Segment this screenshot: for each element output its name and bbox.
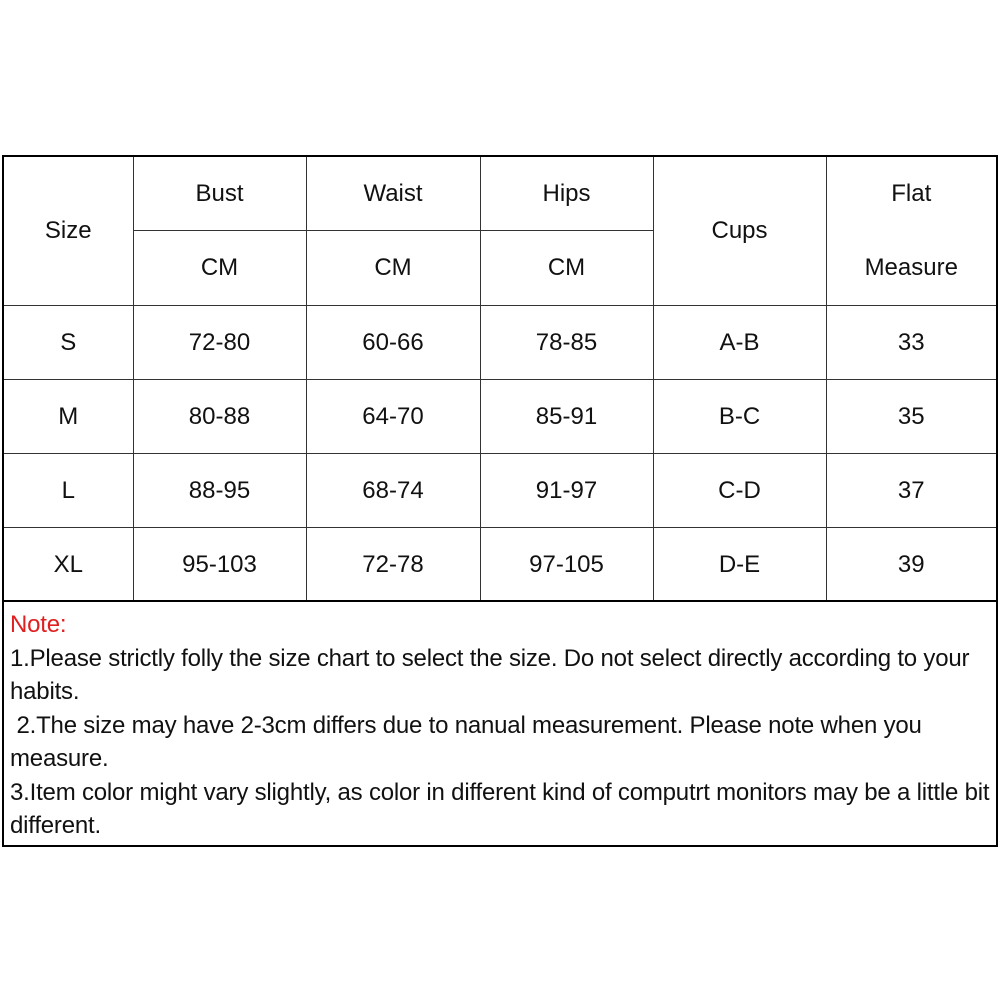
note-item-2: 2.The size may have 2-3cm differs due to nanual measurement. Please note when you measure. xyxy=(10,711,929,772)
table-row xyxy=(4,528,996,602)
hips-cell: 78-85 xyxy=(480,306,653,380)
waist-cell: 68-74 xyxy=(306,454,480,528)
hips-cell: 97-105 xyxy=(480,528,653,602)
cups-cell: A-B xyxy=(653,306,826,380)
note-title: Note: xyxy=(10,611,67,638)
waist-header: Waist xyxy=(306,157,480,231)
hips-cell: 91-97 xyxy=(480,454,653,528)
size-header: Size xyxy=(4,157,133,306)
bust-unit: CM xyxy=(133,231,306,306)
table-header-row xyxy=(4,157,996,231)
waist-unit: CM xyxy=(306,231,480,306)
bust-cell: 95-103 xyxy=(133,528,306,602)
cups-cell: B-C xyxy=(653,380,826,454)
size-table xyxy=(4,157,996,602)
flat-measure-header xyxy=(826,157,996,306)
hips-cell: 85-91 xyxy=(480,380,653,454)
size-cell: L xyxy=(4,454,133,528)
table-row xyxy=(4,306,996,380)
flat-cell: 35 xyxy=(826,380,996,454)
size-cell: S xyxy=(4,306,133,380)
cups-header: Cups xyxy=(653,157,826,306)
flat-header-line2: Measure xyxy=(864,254,958,281)
hips-unit: CM xyxy=(480,231,653,306)
cups-cell: D-E xyxy=(653,528,826,602)
table-row xyxy=(4,454,996,528)
bust-cell: 88-95 xyxy=(133,454,306,528)
bust-header: Bust xyxy=(133,157,306,231)
flat-cell: 33 xyxy=(826,306,996,380)
note-item-1: 1.Please strictly folly the size chart to select the size. Do not select directly according to your habits. xyxy=(10,644,970,705)
table-row xyxy=(4,380,996,454)
flat-cell: 37 xyxy=(826,454,996,528)
notes-section xyxy=(4,600,996,843)
note-item-3: 3.Item color might vary slightly, as color in different kind of computrt monitors may be a little bit different. xyxy=(10,778,990,839)
cups-cell: C-D xyxy=(653,454,826,528)
waist-cell: 72-78 xyxy=(306,528,480,602)
waist-cell: 60-66 xyxy=(306,306,480,380)
hips-header: Hips xyxy=(480,157,653,231)
size-cell: XL xyxy=(4,528,133,602)
size-cell: M xyxy=(4,380,133,454)
waist-cell: 64-70 xyxy=(306,380,480,454)
bust-cell: 80-88 xyxy=(133,380,306,454)
bust-cell: 72-80 xyxy=(133,306,306,380)
flat-header-line1: Flat xyxy=(891,180,932,207)
flat-cell: 39 xyxy=(826,528,996,602)
size-chart xyxy=(2,155,998,847)
